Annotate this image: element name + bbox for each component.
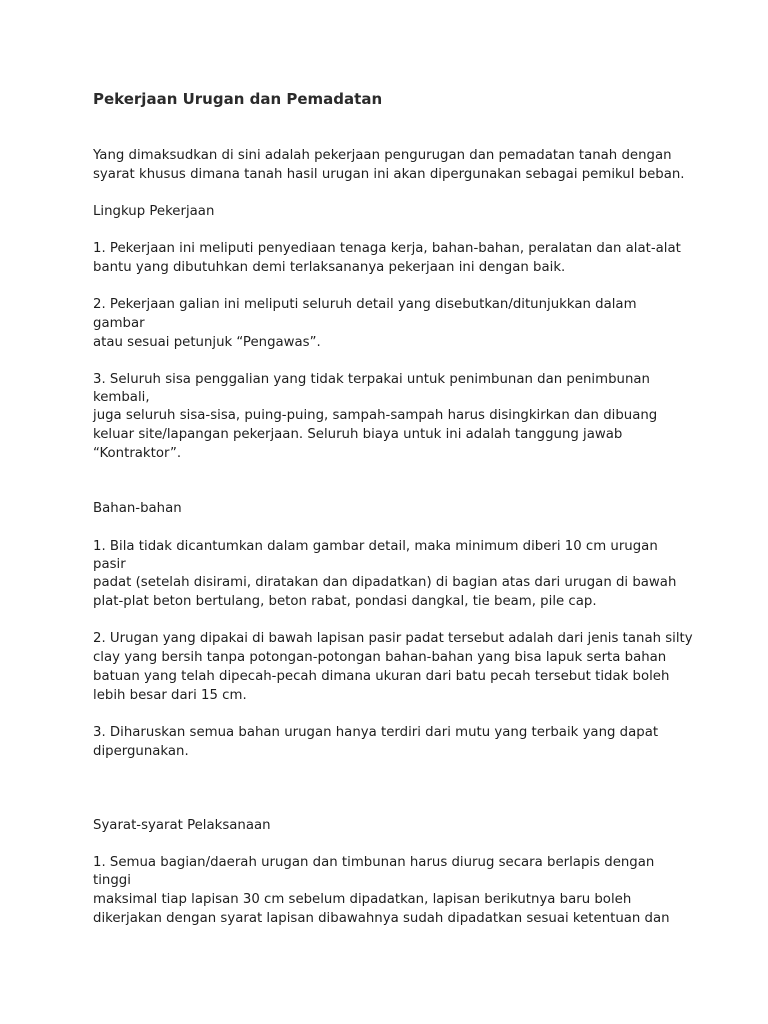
text-line: tinggi	[93, 873, 131, 888]
text-line: plat-plat beton bertulang, beton rabat, pondasi dangkal, tie beam, pile cap.	[93, 594, 597, 609]
section-heading: Lingkup Pekerjaan	[93, 204, 215, 219]
text-line: 1. Pekerjaan ini meliputi penyediaan tenaga kerja, bahan-bahan, peralatan dan alat-alat	[93, 241, 681, 256]
text-line: 2. Pekerjaan galian ini meliputi seluruh detail yang disebutkan/ditunjukkan dalam	[93, 297, 637, 312]
text-line: lebih besar dari 15 cm.	[93, 688, 247, 703]
section-heading: Syarat-syarat Pelaksanaan	[93, 818, 271, 833]
text-line: 1. Bila tidak dicantumkan dalam gambar detail, maka minimum diberi 10 cm urugan	[93, 539, 658, 554]
text-line: atau sesuai petunjuk “Pengawas”.	[93, 335, 321, 350]
text-line: pasir	[93, 557, 126, 572]
text-line: “Kontraktor”.	[93, 446, 182, 461]
text-line: dikerjakan dengan syarat lapisan dibawahnya sudah dipadatkan sesuai ketentuan dan	[93, 911, 670, 926]
text-line: kembali,	[93, 390, 150, 405]
text-line: Yang dimaksudkan di sini adalah pekerjaan pengurugan dan pemadatan tanah dengan	[93, 148, 672, 163]
section-heading: Bahan-bahan	[93, 501, 182, 516]
text-line: 1. Semua bagian/daerah urugan dan timbunan harus diurug secara berlapis dengan	[93, 855, 655, 870]
text-line: padat (setelah disirami, diratakan dan dipadatkan) di bagian atas dari urugan di bawah	[93, 575, 677, 590]
document-title: Pekerjaan Urugan dan Pemadatan	[93, 90, 383, 108]
text-line: syarat khusus dimana tanah hasil urugan ini akan dipergunakan sebagai pemikul beban.	[93, 167, 685, 182]
text-line: keluar site/lapangan pekerjaan. Seluruh biaya untuk ini adalah tanggung jawab	[93, 427, 623, 442]
text-line: batuan yang telah dipecah-pecah dimana ukuran dari batu pecah tersebut tidak boleh	[93, 669, 670, 684]
text-line: bantu yang dibutuhkan demi terlaksananya pekerjaan ini dengan baik.	[93, 260, 566, 275]
text-line: 3. Seluruh sisa penggalian yang tidak terpakai untuk penimbunan dan penimbunan	[93, 372, 650, 387]
text-line: gambar	[93, 316, 145, 331]
text-line: 2. Urugan yang dipakai di bawah lapisan pasir padat tersebut adalah dari jenis tanah silty	[93, 631, 693, 646]
text-line: maksimal tiap lapisan 30 cm sebelum dipadatkan, lapisan berikutnya baru boleh	[93, 892, 632, 907]
text-line: dipergunakan.	[93, 744, 189, 759]
text-line: juga seluruh sisa-sisa, puing-puing, sampah-sampah harus disingkirkan dan dibuang	[93, 408, 658, 423]
text-line: clay yang bersih tanpa potongan-potongan bahan-bahan yang bisa lapuk serta bahan	[93, 650, 667, 665]
text-line: 3. Diharuskan semua bahan urugan hanya terdiri dari mutu yang terbaik yang dapat	[93, 725, 659, 740]
